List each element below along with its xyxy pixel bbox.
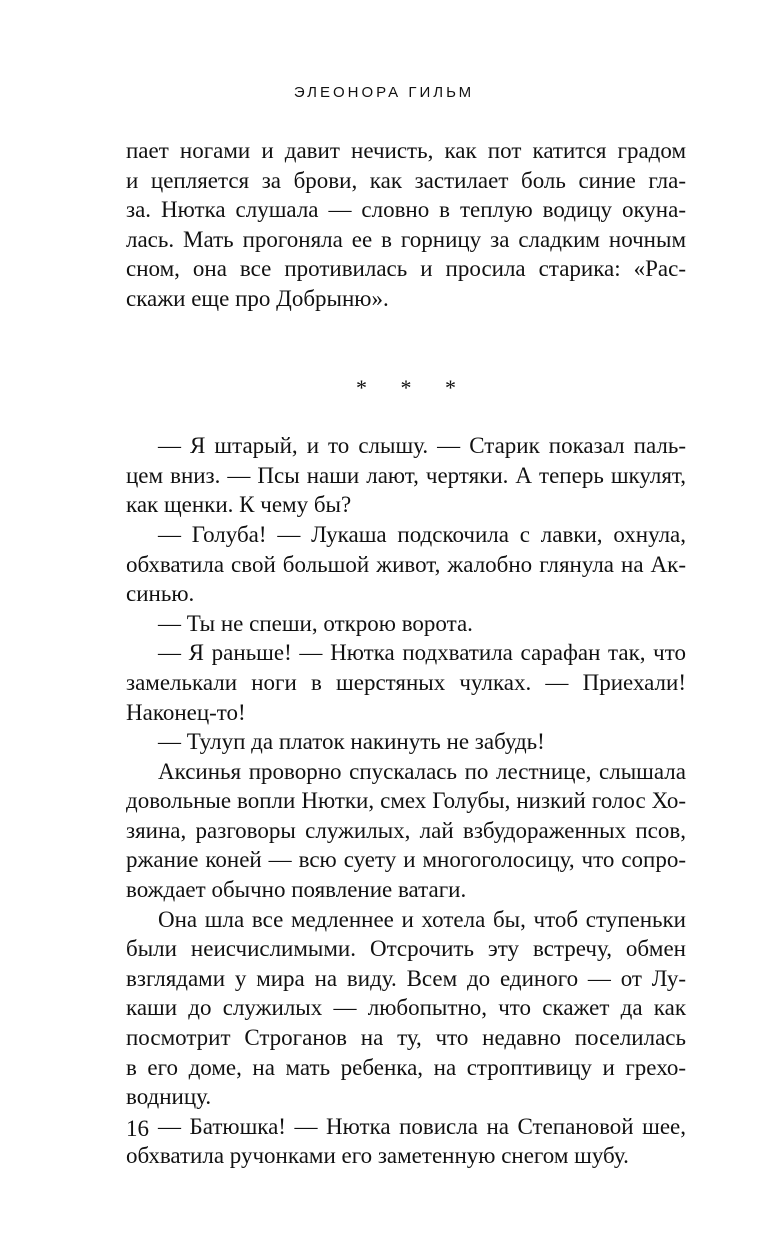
text-line: — Тулуп да платок накинуть не забудь! xyxy=(158,729,545,755)
text-line: — Голуба! — Лукаша подскочила с лавки, охнула, xyxy=(158,521,686,547)
text-line: обхватила свой большой живот, жалобно глянула на Ак- xyxy=(126,551,686,577)
text-line: каши до служилых — любопытно, что скажет да как xyxy=(126,995,686,1021)
text-line: синью. xyxy=(126,581,195,607)
text-line: обхватила ручонками его заметенную снегом шубу. xyxy=(126,1143,629,1169)
text-line: пает ногами и давит нечисть, как пот катится градом xyxy=(126,138,686,163)
text-line: — Я раньше! — Нютка подхватила сарафан так, что xyxy=(158,640,686,666)
text-line: Аксинья проворно спускалась по лестнице, слышала xyxy=(158,758,686,784)
text-line: Наконец-то! xyxy=(126,699,246,725)
text-line: лась. Мать прогоняла ее в горницу за сладким ночным xyxy=(126,226,686,252)
text-line: довольные вопли Нютки, смех Голубы, низкий голос Хо- xyxy=(126,788,686,814)
section-break-space xyxy=(126,314,686,373)
text-line: ржание коней — всю суету и многоголосицу, что сопро- xyxy=(126,847,686,873)
text-line: — Батюшка! — Нютка повисла на Степановой шее, xyxy=(158,1113,686,1139)
body-text xyxy=(126,136,686,1171)
text-line: — Я штарый, и то слышу. — Старик показал паль- xyxy=(158,433,686,459)
text-line: цем вниз. — Псы наши лают, чертяки. А теперь шкулят, xyxy=(126,462,686,488)
text-line: в его доме, на мать ребенка, на строптивицу и грехо- xyxy=(126,1054,686,1080)
text-line: посмотрит Строганов на ту, что недавно поселилась xyxy=(126,1025,686,1051)
text-line: были неисчислимыми. Отсрочить эту встречу, обмен xyxy=(126,936,686,962)
text-line: Она шла все медленнее и хотела бы, чтоб ступеньки xyxy=(158,906,686,932)
section-break: * * * xyxy=(356,374,470,400)
page-number: 16 xyxy=(126,1116,149,1141)
text-line: как щенки. К чему бы? xyxy=(126,492,352,518)
text-line: и цепляется за брови, как застилает боль синие гла- xyxy=(126,167,686,193)
text-line: зяина, разговоры служилых, лай взбудораженных псов, xyxy=(126,817,686,843)
text-line: водницу. xyxy=(126,1084,212,1110)
text-line: скажи еще про Добрыню». xyxy=(126,285,389,311)
text-line: взглядами у мира на виду. Всем до единого — от Лу- xyxy=(126,965,686,991)
text-line: — Ты не спеши, открою ворота. xyxy=(158,610,473,636)
section-break-space xyxy=(126,402,686,431)
text-line: вождает обычно появление ватаги. xyxy=(126,877,467,903)
text-line: за. Нютка слушала — словно в теплую водицу окуна- xyxy=(126,197,686,223)
text-line: сном, она все противилась и просила старика: «Рас- xyxy=(126,256,686,282)
text-line: замелькали ноги в шерстяных чулках. — Приехали! xyxy=(126,669,686,695)
running-head: ЭЛЕОНОРА ГИЛЬМ xyxy=(293,84,475,101)
